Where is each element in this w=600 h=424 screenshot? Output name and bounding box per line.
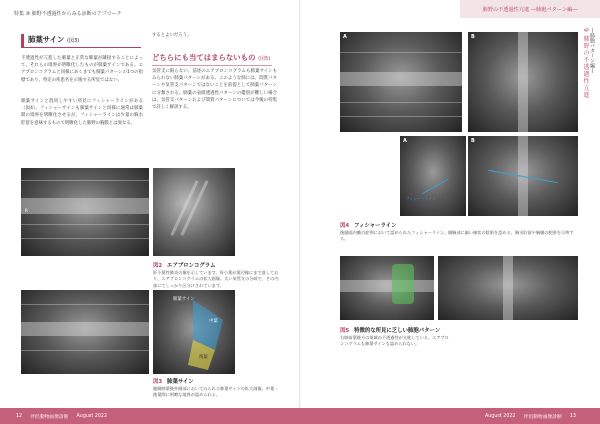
figure3-number: 図3 — [153, 379, 163, 385]
fissure-line-marker — [422, 179, 448, 195]
overlay-lung-sign-label: 肺葉サイン — [173, 297, 195, 302]
chapter-side-tab — [578, 22, 596, 134]
lobe-overlay-svg — [153, 290, 235, 374]
image-letter-A: A — [403, 138, 407, 144]
rib-line — [340, 116, 462, 117]
spine-shadow — [340, 280, 434, 292]
right-journal-name: 伴侶動物画像診断 — [523, 414, 562, 420]
figure2-caption: 肝小葉性肺炎の像を示しています。肝小葉が葉辺縁にまで達しており、エアブロンコグラムの拡大画像。太い気管支の分岐で、その内部にてしっかり区分けされています。 — [153, 270, 279, 288]
side-tab-main: 9 肺野の不透過性亢進 — [582, 28, 589, 99]
figure5-number: 図5 — [340, 328, 350, 334]
spine-shadow — [340, 72, 462, 86]
rib-line — [21, 224, 149, 225]
figure4-xray-B — [468, 32, 578, 132]
left-page-number: 12 — [16, 413, 23, 419]
spine-shadow — [21, 198, 149, 214]
figure3-xray-zoom — [153, 290, 235, 374]
right-running-header: 肺野の不透過性亢進 ―肺胞パターン編― — [460, 0, 600, 18]
section2-title-text: どちらにも当てはまらないもの — [152, 53, 256, 62]
paragraph-4: 気管支に限らない、前述のエアブロンコグラムも肺葉サインもみられない肺葉パターンがある。このような肺には、間質パターンや気管支パターンではないことを前提として肺葉パターンに分類される。肺葉の表層透過性パターンの鑑別が難しい場合は、気管支パターンおよび間質パターンについては今後の特集で詳しく解説する。 — [152, 69, 277, 111]
figure4-zoom-A — [400, 136, 466, 216]
figure2-number: 図2 — [153, 263, 163, 269]
side-tab-sub: ―肺胞パターン編― — [589, 28, 595, 73]
paragraph-3: するとよいだろう。 — [152, 33, 192, 38]
figure5-xray-B — [438, 256, 578, 320]
rib-line — [21, 350, 149, 351]
figure5-caption: 右肺前葉後方の領域の不透過性が亢進している。エアブロンコグラムも肺葉サインも認められない。 — [340, 335, 449, 347]
right-issue-date: August 2022 — [484, 413, 516, 419]
figure4-zoom-B — [468, 136, 578, 216]
section-title-ref: (図3) — [67, 38, 80, 44]
section-title-lung-sign — [21, 34, 141, 48]
rib-line — [21, 180, 149, 181]
figure3-caption: 腹側肺葉後外側部においてみられる肺葉サインの拡大画像。中葉・後葉間に明瞭な境界が認められる。 — [153, 386, 279, 398]
figure5-title: 特徴的な所見に乏しい肺胞パターン — [354, 328, 441, 334]
spine-shadow — [503, 256, 513, 320]
section-title-none — [152, 52, 272, 66]
figure2-xray-left — [21, 168, 149, 256]
image-letter-B: B — [471, 34, 475, 40]
rib-line — [340, 102, 462, 103]
figure5-label — [340, 326, 440, 334]
fissure-line-label: フィシャーライン — [406, 196, 436, 201]
figure3-xray-left — [21, 290, 149, 374]
section-title-text: 肺葉サイン — [28, 35, 65, 44]
right-page-number: 13 — [569, 413, 576, 419]
overlay-caudal-lobe-label: 後葉 — [199, 355, 208, 360]
figure2-label — [153, 261, 216, 269]
left-footer — [0, 408, 300, 424]
overlay-middle-lobe-label: 中葉 — [209, 319, 218, 324]
affected-lobe-highlight — [392, 264, 414, 304]
image-letter-A: A — [343, 34, 347, 40]
rib-line — [21, 238, 149, 239]
paragraph-1: 不透過性が亢進した肺葉と正常な肺葉が隣接することによって、それらの境界が明瞭化したものが肺葉サインである。エアブロンコグラムと同様にあくまでも肺葉パターンの1つの指標であり、特定の疾患名を示唆する所見ではない。 — [21, 56, 143, 83]
rib-line — [340, 52, 462, 53]
image-letter-B: B — [471, 138, 475, 144]
rib-line — [21, 304, 149, 305]
figure3-label — [153, 377, 194, 385]
figure4-number: 図4 — [340, 223, 350, 229]
page-gutter — [299, 0, 301, 424]
figure4-xray-A — [340, 32, 462, 132]
left-issue-date: August 2022 — [76, 413, 108, 419]
figure3-title: 肺葉サイン — [167, 379, 194, 385]
figure4-title: フィシャーライン — [354, 223, 397, 229]
right-footer — [300, 408, 600, 424]
spine-shadow — [21, 322, 149, 336]
section2-title-ref: (図5) — [258, 56, 271, 62]
paragraph-2: 肺葉サインと混同しやすい所見にフィシャーラインがある（図4）。フィシャーサインも肺葉サインと同様に通常は肺葉間の境界を明瞭化させるが、フィシャーラインは少量の胸水貯留を意味するもので明瞭化した肺野の胸膜とは異なる。 — [21, 99, 143, 126]
figure4-caption: 後縦隔内膜の症例において認められたフィシャーライン。側胸部に細い線状の陰影を認める。胸水貯留や胸膜の肥厚を示唆する。 — [340, 230, 574, 242]
figure2-title: エアブロンコグラム — [167, 263, 216, 269]
figure5-xray-A — [340, 256, 434, 320]
image-marker: R — [25, 208, 28, 213]
left-journal-name: 伴侶動物画像診断 — [30, 414, 69, 420]
left-running-header: 特集 ⑩ 肺野不透過性からみる診断のアプローチ — [14, 11, 122, 17]
spine-shadow — [518, 32, 528, 132]
figure2-xray-zoom — [153, 168, 235, 256]
figure4-label — [340, 221, 396, 229]
